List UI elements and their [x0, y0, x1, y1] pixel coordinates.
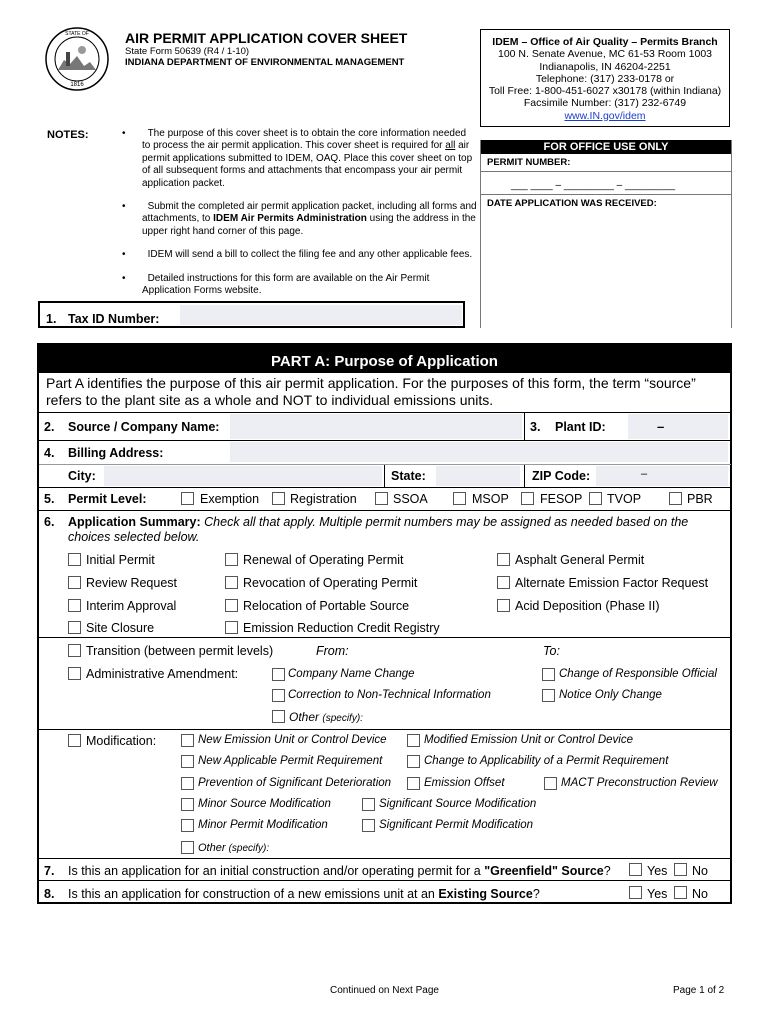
zip-label: ZIP Code: — [532, 469, 591, 483]
admin-option-checkbox[interactable] — [272, 668, 285, 681]
permit-level-checkbox[interactable] — [181, 492, 194, 505]
notes-label: NOTES: — [47, 129, 89, 141]
office-fax: Facsimile Number: (317) 232-6749 — [523, 97, 687, 110]
mod-option-checkbox[interactable] — [181, 819, 194, 832]
continued-note: Continued on Next Page — [330, 985, 439, 996]
transition-to-label: To: — [543, 644, 560, 658]
part-a-intro: Part A identifies the purpose of this air permit application. For the purposes of this form, the term “source” refers to the plant site as a whole and NOT to individual emissions units. — [46, 375, 696, 408]
permit-level-label: Permit Level: — [68, 492, 147, 506]
city-input[interactable] — [104, 466, 382, 486]
mod-other-label: Other (specify): — [198, 842, 270, 854]
admin-option-checkbox[interactable] — [542, 668, 555, 681]
permit-level-checkbox[interactable] — [589, 492, 602, 505]
billing-address-input[interactable] — [230, 442, 728, 462]
summary-checkbox[interactable] — [68, 576, 81, 589]
application-summary-heading: Application Summary: Check all that apply. Multiple permit numbers may be assigned as needed based on the choices selected below. — [68, 515, 689, 544]
summary-checkbox[interactable] — [68, 621, 81, 634]
tax-id-input[interactable] — [180, 305, 462, 325]
source-name-input[interactable] — [230, 414, 522, 439]
city-label: City: — [68, 469, 96, 483]
mod-option-checkbox[interactable] — [181, 755, 194, 768]
greenfield-question: Is this an application for an initial construction and/or operating permit for a "Greenfield" Source? — [68, 864, 611, 878]
summary-checkbox[interactable] — [225, 576, 238, 589]
mod-option-checkbox[interactable] — [544, 777, 557, 790]
office-address2: Indianapolis, IN 46204-2251 — [539, 60, 671, 73]
state-input[interactable] — [436, 466, 520, 486]
office-tollfree: Toll Free: 1-800-451-6027 x30178 (within Indiana) — [488, 85, 722, 98]
mod-option-checkbox[interactable] — [362, 798, 375, 811]
billing-address-label: Billing Address: — [68, 446, 164, 460]
note-item: • IDEM will send a bill to collect the filing fee and any other applicable fees. — [122, 249, 473, 261]
note-item: • Submit the completed air permit application packet, including all forms and attachments, to IDEM Air Permits Administration using the address in the upper right hand corner of this page. — [122, 201, 477, 237]
admin-option-checkbox[interactable] — [272, 689, 285, 702]
tax-id-row: 1. Tax ID Number: — [38, 301, 465, 328]
plant-id-label: Plant ID: — [555, 420, 606, 434]
date-received-label: DATE APPLICATION WAS RECEIVED: — [481, 194, 731, 212]
form-title: AIR PERMIT APPLICATION COVER SHEET — [125, 30, 408, 46]
transition-from-label: From: — [316, 644, 349, 658]
admin-other-checkbox[interactable] — [272, 710, 285, 723]
state-label: State: — [391, 469, 426, 483]
permit-number-label: PERMIT NUMBER: — [481, 154, 731, 172]
existing-yes-checkbox[interactable] — [629, 886, 642, 899]
mod-option-checkbox[interactable] — [181, 777, 194, 790]
mod-option-checkbox[interactable] — [362, 819, 375, 832]
permit-level-checkbox[interactable] — [272, 492, 285, 505]
mod-option-checkbox[interactable] — [407, 777, 420, 790]
modification-checkbox[interactable] — [68, 734, 81, 747]
summary-checkbox[interactable] — [497, 576, 510, 589]
existing-no-checkbox[interactable] — [674, 886, 687, 899]
page-number: Page 1 of 2 — [673, 985, 725, 996]
permit-level-checkbox[interactable] — [669, 492, 682, 505]
permit-level-checkbox[interactable] — [453, 492, 466, 505]
office-address-box — [480, 29, 730, 127]
tax-id-label: Tax ID Number: — [68, 312, 160, 326]
office-address1: 100 N. Senate Avenue, MC 61-53 Room 1003 — [497, 48, 713, 61]
mod-other-checkbox[interactable] — [181, 841, 194, 854]
permit-level-checkbox[interactable] — [521, 492, 534, 505]
form-number: State Form 50639 (R4 / 1-10) — [125, 46, 250, 57]
summary-checkbox[interactable] — [68, 599, 81, 612]
state-seal — [44, 26, 110, 92]
office-website-link[interactable]: www.IN.gov/idem — [564, 109, 646, 122]
office-use-title: FOR OFFICE USE ONLY — [481, 140, 731, 154]
mod-option-checkbox[interactable] — [407, 734, 420, 747]
svg-text:1816: 1816 — [70, 82, 84, 88]
department-name: INDIANA DEPARTMENT OF ENVIRONMENTAL MANAGEMENT — [125, 57, 405, 68]
mod-option-checkbox[interactable] — [407, 755, 420, 768]
summary-checkbox[interactable] — [225, 599, 238, 612]
admin-other-label: Other (specify): — [289, 710, 363, 724]
summary-checkbox[interactable] — [68, 553, 81, 566]
summary-checkbox[interactable] — [497, 599, 510, 612]
greenfield-no-checkbox[interactable] — [674, 863, 687, 876]
summary-checkbox[interactable] — [497, 553, 510, 566]
transition-checkbox[interactable] — [68, 644, 81, 657]
note-item: • Detailed instructions for this form are available on the Air Permit Application Forms website. — [122, 272, 430, 297]
admin-option-checkbox[interactable] — [542, 689, 555, 702]
greenfield-yes-checkbox[interactable] — [629, 863, 642, 876]
mod-option-checkbox[interactable] — [181, 734, 194, 747]
zip-input[interactable] — [596, 466, 728, 486]
permit-level-checkbox[interactable] — [375, 492, 388, 505]
note-item: • The purpose of this cover sheet is to obtain the core information needed to process the air permit application. This cover sheet is required for all air permit applications submitted to IDEM, OAQ. Place this cover sheet on top of all subsequent forms and attachments that encompass your air permit application packet. — [122, 128, 473, 189]
svg-text:STATE OF: STATE OF — [65, 31, 89, 37]
part-a-title: PART A: Purpose of Application — [39, 345, 730, 373]
mod-option-checkbox[interactable] — [181, 798, 194, 811]
summary-checkbox[interactable] — [225, 621, 238, 634]
office-name: IDEM – Office of Air Quality – Permits Branch — [492, 36, 718, 48]
source-name-label: Source / Company Name: — [68, 420, 220, 434]
existing-source-question: Is this an application for construction of a new emissions unit at an Existing Source? — [68, 887, 540, 901]
plant-id-input[interactable] — [628, 414, 728, 439]
summary-checkbox[interactable] — [225, 553, 238, 566]
permit-number-field[interactable]: ___ ____ – _________ – _________ — [511, 180, 676, 191]
notes-list — [122, 128, 477, 297]
office-phone: Telephone: (317) 233-0178 or — [535, 72, 675, 85]
admin-amendment-checkbox[interactable] — [68, 667, 81, 680]
office-use-box — [480, 140, 732, 328]
